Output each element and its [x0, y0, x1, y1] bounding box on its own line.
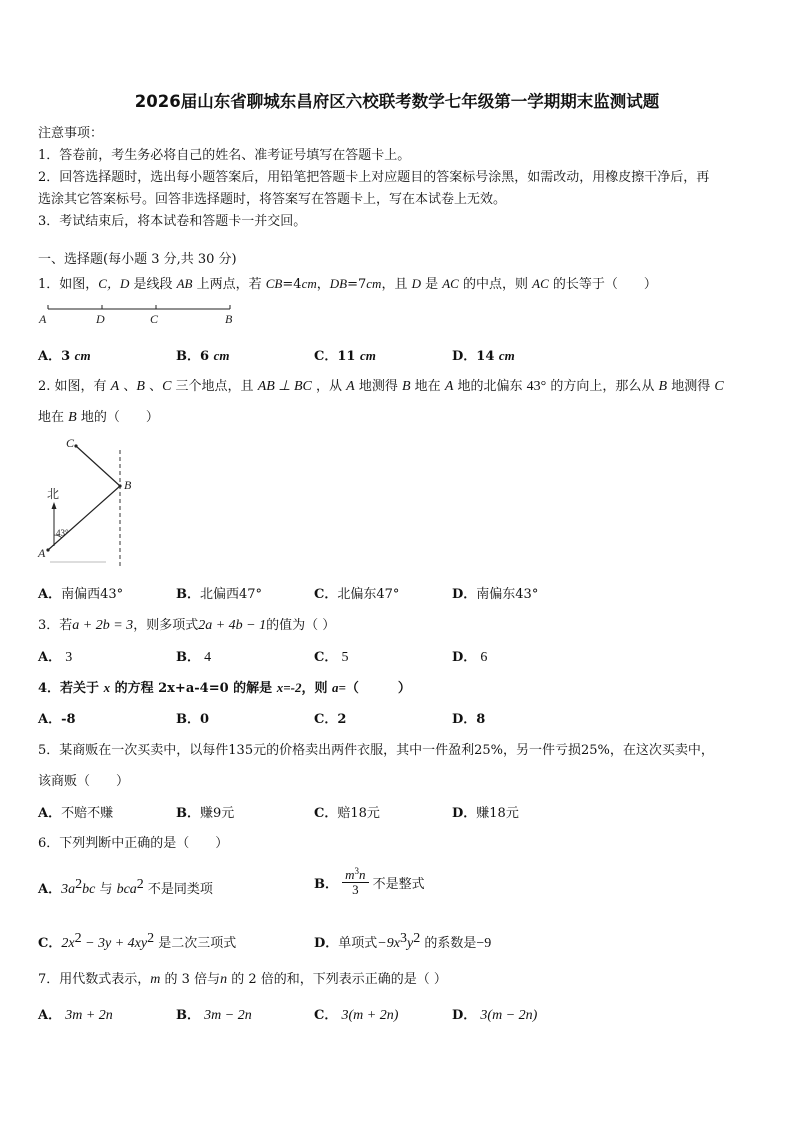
q4-option-a[interactable]: A．-8 [38, 712, 76, 727]
q2-option-b[interactable]: B．北偏西47° [176, 587, 263, 602]
q1-option-c[interactable]: C．11 cm [314, 348, 376, 364]
question-4-stem: 4．若关于 x 的方程 2x+a-4=0 的解是 x=-2，则 a=（ ） [38, 680, 411, 696]
point-b [118, 484, 121, 487]
q6-option-a[interactable]: A．$3a^2bc$ 与 bca$^2$ 不是同类项 [38, 877, 213, 897]
question-5-stem-line2: 该商贩（ ） [38, 774, 130, 789]
q7-option-b[interactable]: B． 3m − 2n [176, 1008, 252, 1023]
notice-item-1: 1．答卷前，考生务必将自己的姓名、准考证号填写在答题卡上。 [38, 148, 411, 163]
north-arrow-head [52, 502, 57, 509]
label-a: A [38, 546, 46, 560]
notice-item-2-cont: 选涂其它答案标号。回答非选择题时，将答案写在答题卡上，写在本试卷上无效。 [38, 192, 507, 207]
question-7-stem: 7．用代数式表示，m 的 3 倍与n 的 2 倍的和，下列表示正确的是（ ） [38, 972, 447, 987]
q6-option-d[interactable]: D．单项式$-9x^3y^2$ 的系数是−9 [314, 931, 492, 951]
q5-option-b[interactable]: B．赚9元 [176, 806, 235, 821]
q3-option-d[interactable]: D． 6 [452, 650, 488, 665]
label-b: B [124, 478, 132, 492]
q3-option-c[interactable]: C． 5 [314, 650, 349, 665]
question-2-stem-line1: 2. 如图，有 A 、B 、C 三个地点，且 AB ⊥ BC ，从 A 地测得 B 地在 A 地的北偏东 43° 的方向上，那么从 B 地测得 C [38, 379, 724, 394]
question-2-stem-line2: 地在 B 地的（ ） [38, 410, 159, 425]
label-a: A [39, 312, 47, 326]
label-north: 北 [47, 487, 60, 501]
point-c [74, 444, 77, 447]
q1-option-b[interactable]: B．6 cm [176, 348, 230, 364]
segment-bc [76, 446, 120, 486]
label-b: B [225, 312, 233, 326]
label-c: C [150, 312, 159, 326]
q3-option-a[interactable]: A． 3 [38, 650, 73, 665]
q1-option-a[interactable]: A．3 cm [38, 348, 91, 364]
notice-item-3: 3．考试结束后，将本试卷和答题卡一并交回。 [38, 214, 307, 229]
q5-option-d[interactable]: D．赚18元 [452, 806, 519, 821]
q7-option-c[interactable]: C． 3(m + 2n) [314, 1008, 399, 1023]
question-6-stem: 6．下列判断中正确的是（ ） [38, 836, 229, 851]
q7-option-d[interactable]: D． 3(m − 2n) [452, 1008, 538, 1023]
q4-option-d[interactable]: D．8 [452, 712, 486, 727]
notice-header: 注意事项： [38, 126, 104, 141]
fraction: $\frac{m^3n}{3}$ [342, 868, 368, 897]
segment-figure [34, 300, 244, 328]
q5-option-a[interactable]: A．不赔不赚 [38, 806, 114, 821]
q7-option-a[interactable]: A． 3m + 2n [38, 1008, 113, 1023]
q6-option-b[interactable]: B． $\frac{m^3n}{3}$ 不是整式 [314, 866, 425, 897]
q5-option-c[interactable]: C．赔18元 [314, 806, 380, 821]
question-1-stem: 1．如图，C，D 是线段 AB 上两点，若 CB=4cm，DB=7cm，且 D 是 AC 的中点，则 AC 的长等于（ ） [38, 276, 657, 292]
point-a [46, 548, 49, 551]
direction-figure [34, 432, 144, 568]
page-title: 2026届山东省聊城东昌府区六校联考数学七年级第一学期期末监测试题 [134, 92, 660, 111]
q6-option-c[interactable]: C．$2x^2 - 3y + 4xy^2$ 是二次三项式 [38, 931, 237, 951]
label-d: D [96, 312, 105, 326]
q2-option-a[interactable]: A．南偏西43° [38, 587, 124, 602]
question-5-stem-line1: 5．某商贩在一次买卖中，以每件135元的价格卖出两件衣服，其中一件盈利25%，另一件亏损25%，在这次买卖中， [38, 743, 714, 758]
q4-option-b[interactable]: B．0 [176, 712, 210, 727]
section-heading: 一、选择题(每小题 3 分,共 30 分) [38, 252, 237, 267]
q4-option-c[interactable]: C．2 [314, 712, 347, 727]
label-angle: 43° [56, 528, 69, 538]
label-c: C [66, 436, 75, 450]
notice-item-2: 2．回答选择题时，选出每小题答案后，用铅笔把答题卡上对应题目的答案标号涂黑，如需改动，用橡皮擦干净后，再 [38, 170, 710, 185]
q3-option-b[interactable]: B． 4 [176, 650, 212, 665]
q1-option-d[interactable]: D．14 cm [452, 348, 515, 364]
q2-option-c[interactable]: C．北偏东47° [314, 587, 400, 602]
q2-option-d[interactable]: D．南偏东43° [452, 587, 539, 602]
question-3-stem: 3．若a + 2b = 3，则多项式2a + 4b − 1的值为（ ） [38, 618, 336, 633]
